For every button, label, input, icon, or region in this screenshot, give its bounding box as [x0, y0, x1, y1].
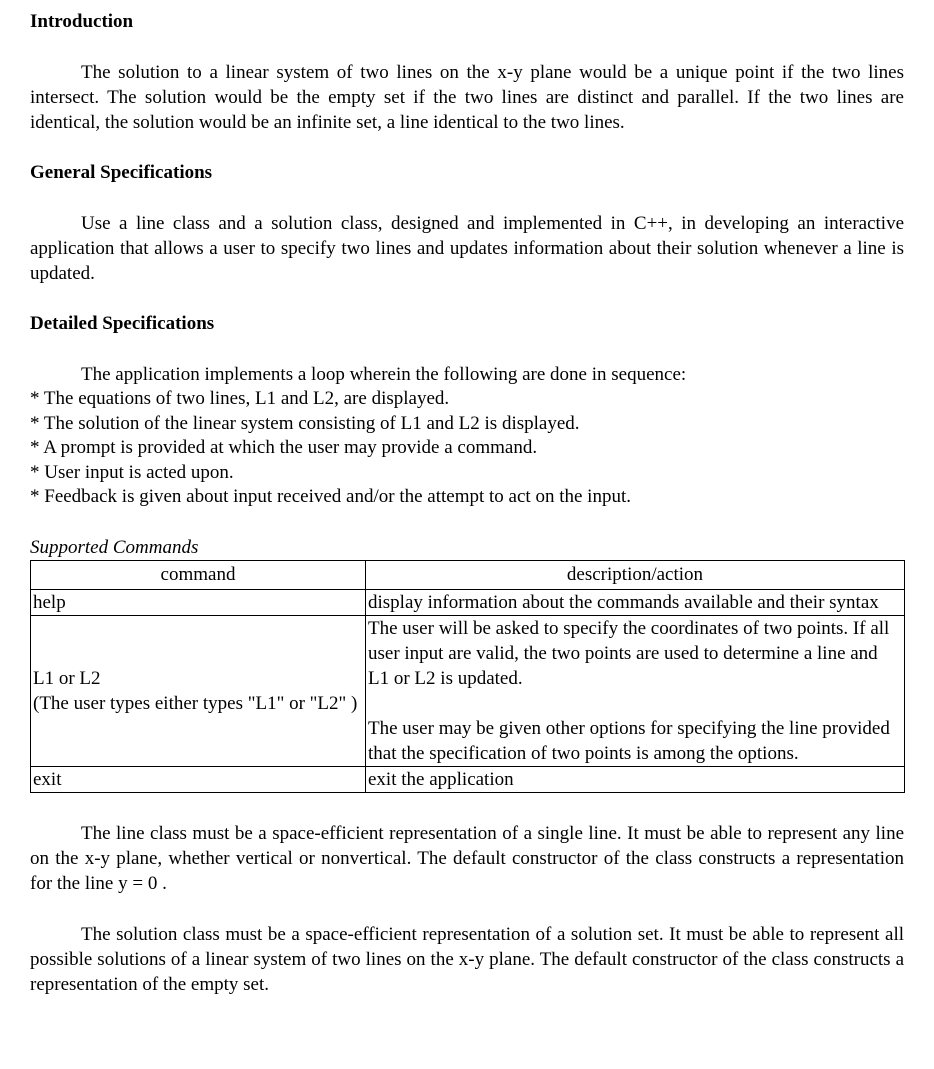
general-specs-heading: General Specifications — [30, 162, 213, 183]
table-row — [31, 766, 905, 792]
table-header-row — [31, 560, 905, 589]
table-row — [31, 589, 905, 615]
description-text-extra: The user may be given other options for specifying the line provided that the specification of two points is among the options. — [368, 717, 890, 764]
general-specs-paragraph: Use a line class and a solution class, designed and implemented in C++, in developing an interactive application that allows a user to specify two lines and updates information about their solution whenever a line is updated. — [30, 213, 904, 284]
column-header-command: command — [31, 560, 366, 589]
command-cell — [31, 615, 366, 766]
table-row — [31, 615, 905, 766]
list-item: * User input is acted upon. — [30, 461, 234, 483]
line-class-paragraph: The line class must be a space-efficient representation of a single line. It must be able to represent any line on the x-y plane, whether vertical or nonvertical. The default constructor of the class constructs a representation for the line y = 0 . — [30, 822, 904, 894]
document-page — [30, 0, 904, 997]
list-item: * The solution of the linear system consisting of L1 and L2 is displayed. — [30, 412, 580, 434]
command-cell: exit — [31, 766, 366, 792]
list-item: * A prompt is provided at which the user may provide a command. — [30, 437, 538, 458]
column-header-description: description/action — [366, 560, 905, 589]
commands-table — [30, 560, 905, 793]
list-item: * The equations of two lines, L1 and L2, are displayed. — [30, 388, 450, 409]
description-text: The user will be asked to specify the coordinates of two points. If all user input are valid, the two points are used to determine a line and L1 or L2 is updated. — [368, 617, 890, 689]
list-item: * Feedback is given about input received and/or the attempt to act on the input. — [30, 486, 631, 507]
detailed-specs-intro: The application implements a loop wherein the following are done in sequence: — [81, 364, 687, 385]
sequence-list — [30, 387, 904, 510]
description-cell: exit the application — [366, 766, 905, 792]
detailed-specs-heading: Detailed Specifications — [30, 313, 215, 334]
intro-heading: Introduction — [30, 11, 134, 32]
command-note: (The user types either types "L1" or "L2" ) — [33, 692, 358, 714]
description-cell: display information about the commands available and their syntax — [366, 589, 905, 615]
description-cell — [366, 615, 905, 766]
table-caption: Supported Commands — [30, 536, 199, 558]
solution-class-paragraph: The solution class must be a space-efficient representation of a solution set. It must be able to represent all possible solutions of a linear system of two lines on the x-y plane. The default constructor of the class constructs a representation of the empty set. — [30, 923, 904, 995]
command-name: L1 or L2 — [33, 667, 101, 689]
command-cell: help — [31, 589, 366, 615]
intro-paragraph: The solution to a linear system of two lines on the x-y plane would be a unique point if the two lines intersect. The solution would be the empty set if the two lines are distinct and parallel. If the two lines are identical, the solution would be an infinite set, a line identical to the two lines. — [30, 62, 904, 133]
